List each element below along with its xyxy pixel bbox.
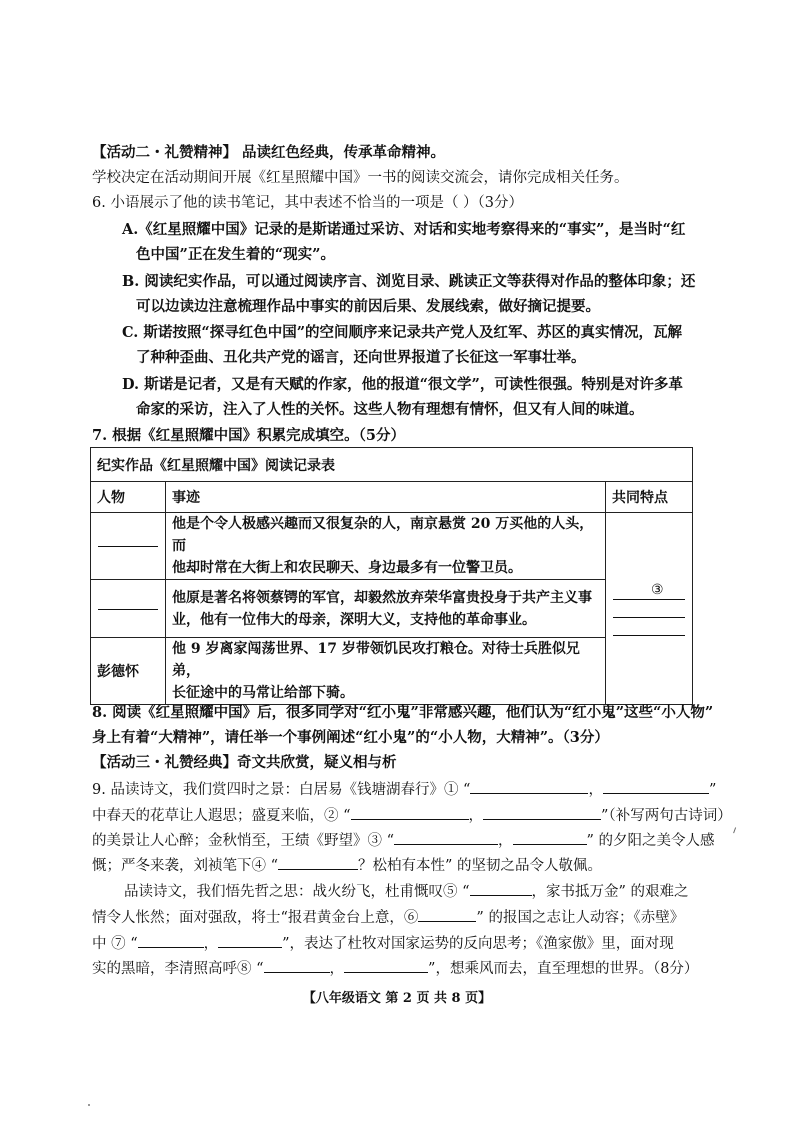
- q9-p2-line2: [92, 907, 684, 928]
- q9-p2-line4: [92, 958, 698, 979]
- q9-p2-line1: [124, 881, 689, 902]
- q9-text: 的美景让人心醉；金秋悄至，王绩《野望》③ “: [92, 833, 395, 849]
- q9-text: ”（补写两句古诗词）: [601, 808, 732, 824]
- deeds-2-line2: 业，他有一位伟大的母亲，深明大义，支持他的革命事业。: [172, 611, 536, 628]
- blank-2b[interactable]: [483, 805, 601, 820]
- blank-7b[interactable]: [218, 933, 282, 948]
- deeds-cell-1: [166, 513, 606, 580]
- q9-text: 9. 品读诗文，我们赏四时之景：白居易《钱塘湖春行》① “: [92, 782, 471, 798]
- q9-p1-line4: [92, 855, 602, 876]
- q6-stem: 6. 小语展示了他的读书笔记，其中表述不恰当的一项是（ ）（3分）: [92, 195, 524, 211]
- q6-option-b-line2: 可以边读边注意梳理作品中事实的前因后果、发展线索，做好摘记提要。: [136, 298, 600, 315]
- q9-text: 中春天的花草让人遐思；盛夏来临，② “: [92, 808, 351, 824]
- deeds-1-line2: 他却时常在大街上和农民聊天、身边最多有一位警卫员。: [172, 560, 522, 576]
- q9-text: ，: [329, 961, 345, 977]
- scan-mark: [733, 827, 740, 834]
- q9-text: ，家书抵万金” 的艰难之: [531, 884, 689, 900]
- deeds-2-line1: 他原是著名将领蔡锷的军官，却毅然放弃荣华富贵投身于共产主义事: [172, 589, 592, 606]
- q6-option-b-line1: B. 阅读纪实作品，可以通过阅读序言、浏览目录、跳读正文等获得对作品的整体印象；还: [122, 273, 696, 290]
- activity2-heading: [92, 143, 445, 163]
- table-row: [91, 638, 693, 705]
- q6-option-d-line2: 命家的采访，注入了人性的关怀。这些人物有理想有情怀，但又有人间的味道。: [136, 401, 644, 418]
- q9-text: ，: [468, 808, 484, 824]
- blank-8a[interactable]: [264, 958, 330, 973]
- blank-4[interactable]: [278, 855, 358, 870]
- blank-8b[interactable]: [344, 958, 428, 973]
- table-title: 纪实作品《红星照耀中国》阅读记录表: [91, 448, 693, 482]
- q9-text: ，: [203, 936, 219, 952]
- q6-option-c-line2: 了种种歪曲、丑化共产党的谣言，还向世界报道了长征这一军事壮举。: [136, 349, 586, 366]
- activity2-intro: 学校决定在活动期间开展《红星照耀中国》一书的阅读交流会，请你完成相关任务。: [92, 170, 629, 186]
- q9-text: ” 的夕阳之美令人感: [586, 833, 715, 849]
- q6-option-a-line1: A.《红星照耀中国》记录的是斯诺通过采访、对话和实地考察得来的“事实”，是当时“红: [122, 221, 686, 238]
- activity3-subtitle: 奇文共欣赏，疑义相与析: [237, 754, 397, 771]
- blank-6[interactable]: [418, 907, 476, 922]
- q9-text: ？松柏有本性” 的坚韧之品令人敬佩。: [358, 858, 603, 874]
- common-trait-cell[interactable]: [606, 513, 693, 705]
- q9-text: ，: [498, 833, 513, 849]
- deeds-cell-2: [166, 580, 606, 638]
- header-person: 人物: [91, 482, 166, 513]
- activity2-subtitle: 品读红色经典，传承革命精神。: [237, 144, 446, 161]
- q8-line2: 身上有着“大精神”，请任举一个事例阐述“红小鬼”的“小人物，大精神”。（3分）: [92, 729, 609, 746]
- blank-1a[interactable]: [470, 779, 588, 794]
- header-common: 共同特点: [606, 482, 693, 513]
- q9-text: ” 的报国之志让人动容；《赤壁》: [476, 910, 685, 926]
- activity3-label: 【活动三・礼赞经典】: [92, 754, 237, 771]
- q9-text: ，: [588, 782, 603, 798]
- deeds-cell-3: [166, 638, 606, 705]
- blank-marker-3: ③: [651, 581, 664, 598]
- deeds-3-line2: 长征途中的马常让给部下骑。: [172, 685, 354, 701]
- table-row: [91, 580, 693, 638]
- blank-7a[interactable]: [138, 933, 204, 948]
- q9-text: 品读诗文，我们悟先哲之思：战火纷飞，杜甫慨叹⑤ “: [124, 884, 470, 900]
- q9-p1-line3: [92, 830, 715, 851]
- activity2-label: 【活动二・礼赞精神】: [92, 144, 237, 161]
- q9-text: 情令人怅然；面对强敌，将士“报君黄金台上意，⑥: [92, 910, 419, 926]
- q7-stem: 7. 根据《红星照耀中国》积累完成填空。（5分）: [92, 427, 406, 444]
- blank-3b[interactable]: [513, 830, 587, 845]
- q6-option-d-line1: D. 斯诺是记者，又是有天赋的作家，他的报道“很文学”，可读性很强。特别是对许多革: [122, 376, 683, 393]
- q6-option-a-line2: 色中国”正在发生着的“现实”。: [136, 246, 336, 263]
- deeds-3-line1: 他 9 岁离家闯荡世界、17 岁带领饥民攻打粮仓。对待士兵胜似兄弟，: [172, 641, 580, 679]
- activity3-heading: [92, 753, 397, 773]
- blank-2a[interactable]: [351, 805, 469, 820]
- q9-text: ”，表达了杜牧对国家运势的反向思考；《渔家傲》里，面对现: [282, 936, 674, 952]
- q6-option-c-line1: C. 斯诺按照“探寻红色中国”的空间顺序来记录共产党人及红军、苏区的真实情况，瓦解: [122, 324, 683, 341]
- blank-5[interactable]: [470, 881, 532, 896]
- header-deeds: 事迹: [166, 482, 606, 513]
- scan-dot: [88, 1104, 90, 1106]
- q9-text: ”，想乘风而去，直至理想的世界。（8分）: [428, 961, 699, 977]
- q9-text: 慨；严冬来袭，刘祯笔下④ “: [92, 858, 279, 874]
- deeds-1-line1: 他是个令人极感兴趣而又很复杂的人，南京悬赏 20 万买他的人头，而: [172, 516, 594, 554]
- q9-p2-line3: [92, 933, 674, 954]
- q9-text: 实的黑暗，李清照高呼⑧ “: [92, 961, 264, 977]
- q9-p1-line2: [92, 805, 732, 826]
- page-footer: 【八年级语文 第 2 页 共 8 页】: [302, 991, 492, 1006]
- reading-record-table: [90, 447, 693, 705]
- q8-line1: 8. 阅读《红星照耀中国》后，很多同学对“红小鬼”非常感兴趣，他们认为“红小鬼”这些“小人物”: [92, 704, 714, 721]
- table-row: [91, 513, 693, 580]
- blank-1b[interactable]: [603, 779, 709, 794]
- q9-text: ”: [708, 782, 717, 798]
- blank-3a[interactable]: [394, 830, 498, 845]
- q9-text: 中 ⑦ “: [92, 936, 138, 952]
- q9-p1-line1: [92, 779, 716, 800]
- person-peng-dehuai: 彭德怀: [91, 638, 166, 705]
- person-blank-2[interactable]: [91, 580, 166, 638]
- person-blank-1[interactable]: [91, 513, 166, 580]
